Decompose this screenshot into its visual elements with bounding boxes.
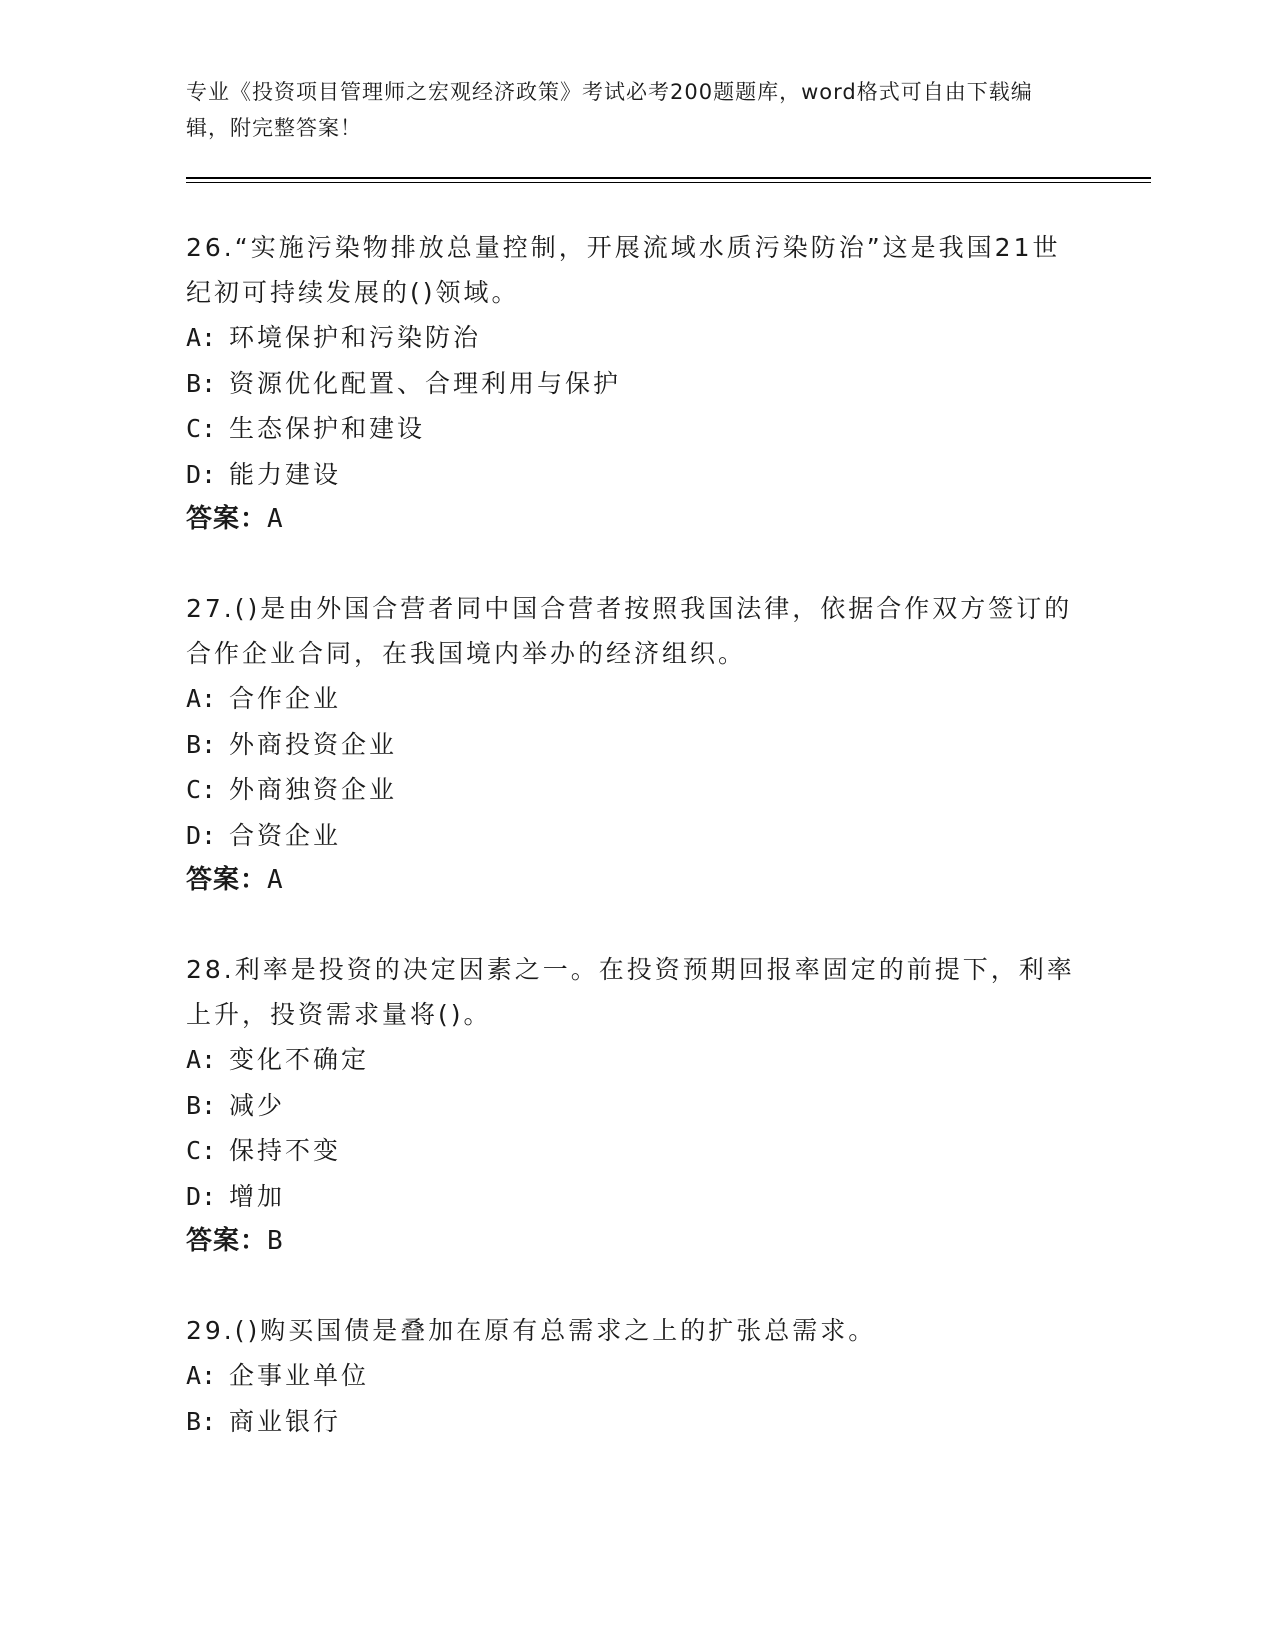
option-c	[186, 767, 1086, 813]
answer-value: B	[267, 1226, 284, 1256]
document-header: 专业《投资项目管理师之宏观经济政策》考试必考200题题库，word格式可自由下载编辑，附完整答案！	[186, 80, 1033, 140]
option-key: B:	[186, 1406, 217, 1436]
option-b	[186, 1399, 1086, 1445]
option-text: 合作企业	[229, 684, 342, 713]
header-divider-thick	[186, 177, 1151, 179]
answer-line	[186, 497, 1086, 543]
option-c	[186, 406, 1086, 452]
question-stem: 27.()是由外国合营者同中国合营者按照我国法律，依据合作双方签订的合作企业合同，在我国境内举办的经济组织。	[186, 594, 1073, 668]
option-d	[186, 1174, 1086, 1220]
option-text: 减少	[229, 1090, 286, 1120]
option-text: 合资企业	[229, 820, 342, 850]
option-key: C:	[186, 775, 217, 804]
option-text: 外商独资企业	[229, 775, 398, 804]
option-a	[186, 1353, 1086, 1399]
option-text: 商业银行	[229, 1406, 342, 1436]
option-text: 企事业单位	[229, 1361, 370, 1390]
question-28	[186, 947, 1086, 1265]
answer-line	[186, 1219, 1086, 1265]
option-d	[186, 452, 1086, 498]
option-text: 变化不确定	[229, 1045, 370, 1074]
option-key: D:	[186, 1181, 217, 1211]
option-key: B:	[186, 1090, 217, 1120]
option-text: 外商投资企业	[229, 729, 398, 759]
option-b	[186, 361, 1086, 407]
option-d	[186, 813, 1086, 859]
question-26	[186, 225, 1086, 543]
option-key: C:	[186, 414, 217, 443]
option-text: 资源优化配置、合理利用与保护	[229, 368, 622, 398]
answer-value: A	[267, 865, 284, 895]
header-divider-thin	[186, 182, 1151, 183]
option-a	[186, 315, 1086, 361]
answer-label: 答案：	[186, 865, 268, 895]
answer-value: A	[267, 504, 284, 534]
option-a	[186, 1037, 1086, 1083]
question-stem: 29.()购买国债是叠加在原有总需求之上的扩张总需求。	[186, 1316, 877, 1345]
option-key: B:	[186, 368, 217, 398]
option-b	[186, 722, 1086, 768]
option-key: A:	[186, 1361, 217, 1390]
option-key: D:	[186, 459, 217, 489]
question-stem: 28.利率是投资的决定因素之一。在投资预期回报率固定的前提下，利率上升，投资需求量将()。	[186, 955, 1075, 1029]
option-key: A:	[186, 323, 217, 352]
option-text: 保持不变	[229, 1136, 342, 1165]
option-key: D:	[186, 820, 217, 850]
question-stem: 26.“实施污染物排放总量控制，开展流域水质污染防治”这是我国21世纪初可持续发展的()领域。	[186, 233, 1061, 307]
option-b	[186, 1083, 1086, 1129]
answer-line	[186, 858, 1086, 904]
option-text: 环境保护和污染防治	[229, 323, 482, 352]
answer-label: 答案：	[186, 1226, 268, 1256]
option-key: B:	[186, 729, 217, 759]
option-text: 增加	[229, 1181, 286, 1211]
question-29	[186, 1308, 1086, 1444]
question-27	[186, 586, 1086, 904]
option-key: C:	[186, 1136, 217, 1165]
answer-label: 答案：	[186, 504, 268, 534]
option-c	[186, 1128, 1086, 1174]
option-a	[186, 676, 1086, 722]
option-text: 能力建设	[229, 459, 342, 489]
option-key: A:	[186, 684, 217, 713]
option-key: A:	[186, 1045, 217, 1074]
option-text: 生态保护和建设	[229, 414, 426, 443]
